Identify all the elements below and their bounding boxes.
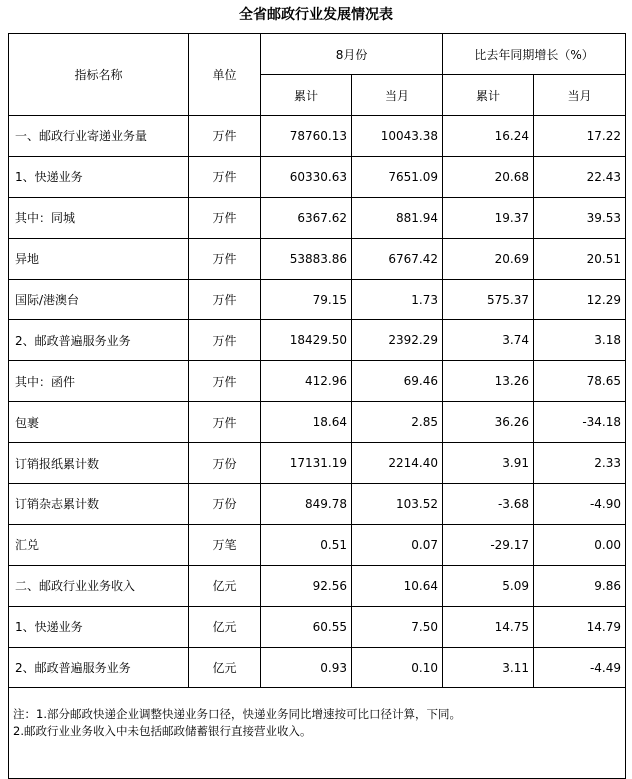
row-growth-cumulative: 16.24 [443, 116, 534, 157]
row-growth-cumulative: 3.74 [443, 320, 534, 361]
row-unit: 万件 [189, 116, 261, 157]
row-month-cumulative: 92.56 [261, 565, 352, 606]
table-row [9, 156, 626, 197]
row-growth-current: 0.00 [534, 524, 626, 565]
row-growth-current: 9.86 [534, 565, 626, 606]
row-unit: 万件 [189, 279, 261, 320]
row-unit: 万份 [189, 443, 261, 484]
row-month-current: 6767.42 [352, 238, 443, 279]
header-month-cumulative: 累计 [261, 75, 352, 116]
row-indicator-name: 1、快递业务 [9, 156, 189, 197]
table-row [9, 606, 626, 647]
table-row [9, 361, 626, 402]
table-row [9, 647, 626, 688]
row-indicator-name: 1、快递业务 [9, 606, 189, 647]
row-growth-current: -4.90 [534, 484, 626, 525]
row-month-current: 10043.38 [352, 116, 443, 157]
row-growth-current: 2.33 [534, 443, 626, 484]
table-row [9, 484, 626, 525]
row-growth-cumulative: -3.68 [443, 484, 534, 525]
row-indicator-name: 包裹 [9, 402, 189, 443]
row-indicator-name: 2、邮政普遍服务业务 [9, 320, 189, 361]
header-growth-group: 比去年同期增长（%） [443, 34, 626, 75]
row-month-current: 2214.40 [352, 443, 443, 484]
row-growth-cumulative: 3.91 [443, 443, 534, 484]
row-indicator-name: 异地 [9, 238, 189, 279]
row-unit: 万件 [189, 320, 261, 361]
row-unit: 万件 [189, 197, 261, 238]
row-month-current: 0.07 [352, 524, 443, 565]
row-growth-cumulative: 3.11 [443, 647, 534, 688]
row-indicator-name: 其中：函件 [9, 361, 189, 402]
table-row [9, 279, 626, 320]
row-growth-cumulative: 14.75 [443, 606, 534, 647]
table-row [9, 320, 626, 361]
row-month-cumulative: 6367.62 [261, 197, 352, 238]
table-row [9, 238, 626, 279]
row-unit: 万件 [189, 402, 261, 443]
row-month-cumulative: 0.51 [261, 524, 352, 565]
row-month-current: 2.85 [352, 402, 443, 443]
note-line-2: 2.邮政行业业务收入中未包括邮政储蓄银行直接营业收入。 [13, 724, 312, 739]
row-growth-cumulative: 20.68 [443, 156, 534, 197]
row-month-cumulative: 0.93 [261, 647, 352, 688]
row-growth-current: 78.65 [534, 361, 626, 402]
row-month-cumulative: 79.15 [261, 279, 352, 320]
row-indicator-name: 一、邮政行业寄递业务量 [9, 116, 189, 157]
row-growth-cumulative: 5.09 [443, 565, 534, 606]
header-month-group: 8月份 [261, 34, 443, 75]
row-growth-cumulative: 13.26 [443, 361, 534, 402]
header-growth-current: 当月 [534, 75, 626, 116]
row-unit: 万件 [189, 156, 261, 197]
row-growth-cumulative: -29.17 [443, 524, 534, 565]
row-growth-current: 14.79 [534, 606, 626, 647]
row-month-current: 7.50 [352, 606, 443, 647]
row-growth-current: -34.18 [534, 402, 626, 443]
header-growth-cumulative: 累计 [443, 75, 534, 116]
row-month-cumulative: 17131.19 [261, 443, 352, 484]
row-month-cumulative: 18429.50 [261, 320, 352, 361]
table-row [9, 524, 626, 565]
row-indicator-name: 其中：同城 [9, 197, 189, 238]
note-line-1: 注：1.部分邮政快递企业调整快递业务口径，快递业务同比增速按可比口径计算，下同。 [13, 707, 461, 722]
row-unit: 万份 [189, 484, 261, 525]
row-unit: 万笔 [189, 524, 261, 565]
row-month-current: 10.64 [352, 565, 443, 606]
row-month-cumulative: 78760.13 [261, 116, 352, 157]
table-row [9, 565, 626, 606]
row-growth-current: 20.51 [534, 238, 626, 279]
row-unit: 亿元 [189, 606, 261, 647]
row-indicator-name: 2、邮政普遍服务业务 [9, 647, 189, 688]
page-title: 全省邮政行业发展情况表 [239, 7, 393, 23]
row-month-cumulative: 60330.63 [261, 156, 352, 197]
row-month-current: 0.10 [352, 647, 443, 688]
row-growth-current: -4.49 [534, 647, 626, 688]
row-unit: 万件 [189, 238, 261, 279]
row-growth-cumulative: 20.69 [443, 238, 534, 279]
row-month-cumulative: 60.55 [261, 606, 352, 647]
row-growth-cumulative: 575.37 [443, 279, 534, 320]
row-unit: 亿元 [189, 647, 261, 688]
row-unit: 亿元 [189, 565, 261, 606]
row-growth-current: 12.29 [534, 279, 626, 320]
row-growth-cumulative: 36.26 [443, 402, 534, 443]
row-month-current: 69.46 [352, 361, 443, 402]
header-unit: 单位 [189, 34, 261, 116]
row-month-current: 1.73 [352, 279, 443, 320]
row-month-current: 881.94 [352, 197, 443, 238]
row-indicator-name: 订销报纸累计数 [9, 443, 189, 484]
row-month-current: 2392.29 [352, 320, 443, 361]
row-month-current: 7651.09 [352, 156, 443, 197]
row-indicator-name: 汇兑 [9, 524, 189, 565]
row-growth-current: 22.43 [534, 156, 626, 197]
row-month-current: 103.52 [352, 484, 443, 525]
row-month-cumulative: 849.78 [261, 484, 352, 525]
row-unit: 万件 [189, 361, 261, 402]
row-indicator-name: 二、邮政行业业务收入 [9, 565, 189, 606]
table-row [9, 443, 626, 484]
header-month-current: 当月 [352, 75, 443, 116]
row-indicator-name: 国际/港澳台 [9, 279, 189, 320]
row-indicator-name: 订销杂志累计数 [9, 484, 189, 525]
row-growth-current: 17.22 [534, 116, 626, 157]
row-growth-cumulative: 19.37 [443, 197, 534, 238]
row-growth-current: 3.18 [534, 320, 626, 361]
table-notes [9, 688, 626, 779]
header-indicator-name: 指标名称 [9, 34, 189, 116]
row-growth-current: 39.53 [534, 197, 626, 238]
row-month-cumulative: 412.96 [261, 361, 352, 402]
postal-stats-table [8, 33, 626, 779]
table-row [9, 197, 626, 238]
row-month-cumulative: 53883.86 [261, 238, 352, 279]
table-row [9, 402, 626, 443]
table-row [9, 116, 626, 157]
row-month-cumulative: 18.64 [261, 402, 352, 443]
